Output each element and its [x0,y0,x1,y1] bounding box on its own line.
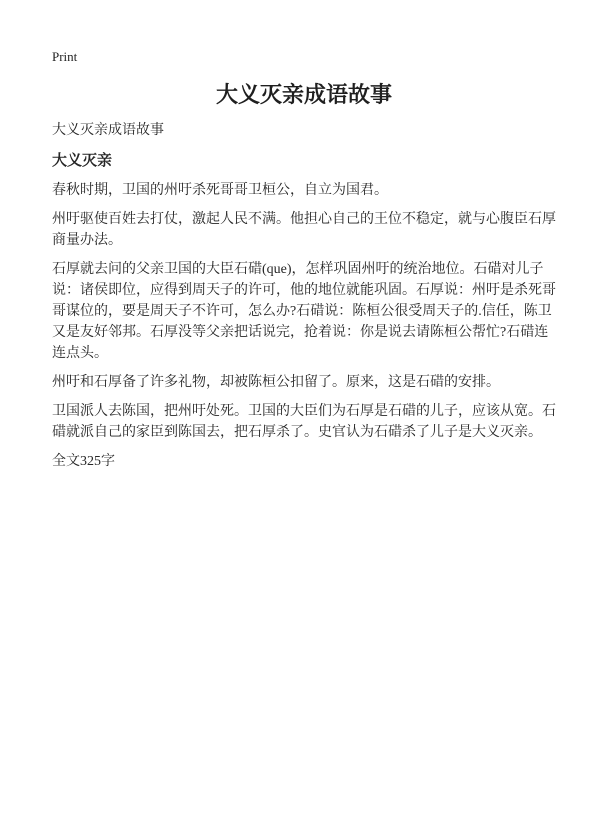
section-heading: 大义灭亲 [52,153,113,169]
page-title: 大义灭亲成语故事 [215,82,392,107]
paragraph: 石厚就去问的父亲卫国的大臣石碏(que)，怎样巩固州吁的统治地位。石碏对儿子说：诸侯即位，应得到周天子的许可，他的地位就能巩固。石厚说：州吁是杀死哥哥谋位的，要是周天子不许可，怎么办?石碏说：陈桓公很受周天子的.信任，陈卫又是友好邻邦。石厚没等父亲把话说完，抢着说：你是说去请陈桓公帮忙?石碏连连点头。 [52,262,556,361]
paragraph: 卫国派人去陈国，把州吁处死。卫国的大臣们为石厚是石碏的儿子，应该从宽。石碏就派自己的家臣到陈国去，把石厚杀了。史官认为石碏杀了儿子是大义灭亲。 [52,404,556,440]
paragraph: 春秋时期，卫国的州吁杀死哥哥卫桓公，自立为国君。 [52,183,388,198]
word-count: 全文325字 [52,454,115,469]
story-body [52,180,556,443]
paragraph: 州吁和石厚备了许多礼物，却被陈桓公扣留了。原来，这是石碏的安排。 [52,375,500,390]
print-button[interactable]: Print [52,49,78,64]
document-subtitle: 大义灭亲成语故事 [52,123,164,138]
paragraph: 州吁驱使百姓去打仗，激起人民不满。他担心自己的王位不稳定，就与心腹臣石厚商量办法。 [52,212,556,248]
